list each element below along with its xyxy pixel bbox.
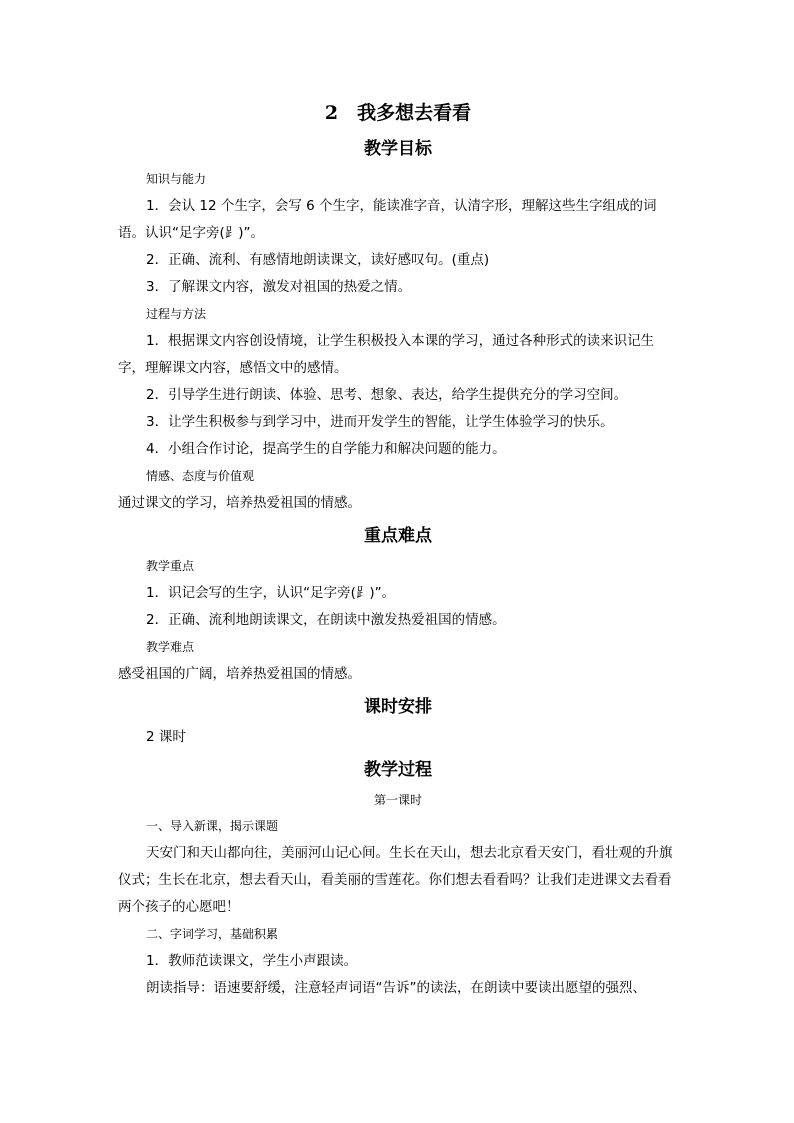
- process-item-1: 1．根据课文内容创设情境，让学生积极投入本课的学习，通过各种形式的读来识记生字，理解课文内容，感悟文中的感情。: [118, 333, 655, 376]
- emotion-text: 通过课文的学习，培养热爱祖国的情感。: [118, 495, 361, 511]
- knowledge-item-1: 1．会认 12 个生字，会写 6 个生字，能读准字音，认清字形，理解这些生字组成的词语。认识“足字旁(⻊)”。: [118, 198, 657, 241]
- knowledge-item-2: 2．正确、流利、有感情地朗读课文，读好感叹句。(重点): [146, 252, 490, 268]
- step1-label: 一、导入新课，揭示课题: [146, 819, 279, 833]
- step1-text: 天安门和天山都向往，美丽河山记心间。生长在天山，想去北京看天安门，看壮观的升旗仪式；生长在北京，想去看天山，看美丽的雪莲花。你们想去看看吗？让我们走进课文去看看两个孩子的心愿吧！: [118, 845, 673, 915]
- process-item-4: 4．小组合作讨论，提高学生的自学能力和解决问题的能力。: [146, 441, 506, 457]
- step2-reading-guide: 朗读指导：语速要舒缓，注意轻声词语“告诉”的读法，在朗读中要读出愿望的强烈、: [146, 980, 646, 996]
- step2-item-1: 1．教师范读课文，学生小声跟读。: [146, 953, 358, 969]
- focus-label: 教学重点: [146, 559, 195, 573]
- knowledge-item-3: 3．了解课文内容，激发对祖国的热爱之情。: [146, 279, 412, 295]
- difficulty-label: 教学难点: [146, 640, 195, 654]
- process-heading: 教学过程: [364, 760, 432, 780]
- objectives-heading: 教学目标: [364, 139, 432, 159]
- schedule-text: 2 课时: [146, 729, 186, 745]
- step2-label: 二、字词学习，基础积累: [146, 927, 279, 941]
- document-page: [118, 96, 678, 1002]
- lesson-subtitle: 第一课时: [373, 793, 422, 807]
- process-item-3: 3．让学生积极参与到学习中，进而开发学生的智能，让学生体验学习的快乐。: [146, 414, 614, 430]
- emotion-label: 情感、态度与价值观: [146, 469, 255, 483]
- knowledge-label: 知识与能力: [146, 172, 207, 186]
- difficulty-text: 感受祖国的广阔，培养热爱祖国的情感。: [118, 666, 361, 682]
- process-method-label: 过程与方法: [146, 307, 207, 321]
- lesson-title: 2 我多想去看看: [324, 102, 472, 124]
- focus-item-2: 2．正确、流利地朗读课文，在朗读中激发热爱祖国的情感。: [146, 612, 506, 628]
- focus-item-1: 1．识记会写的生字，认识“足字旁(⻊)”。: [146, 585, 396, 601]
- schedule-heading: 课时安排: [364, 697, 432, 717]
- process-item-2: 2．引导学生进行朗读、体验、思考、想象、表达，给学生提供充分的学习空间。: [146, 387, 628, 403]
- key-points-heading: 重点难点: [364, 526, 432, 546]
